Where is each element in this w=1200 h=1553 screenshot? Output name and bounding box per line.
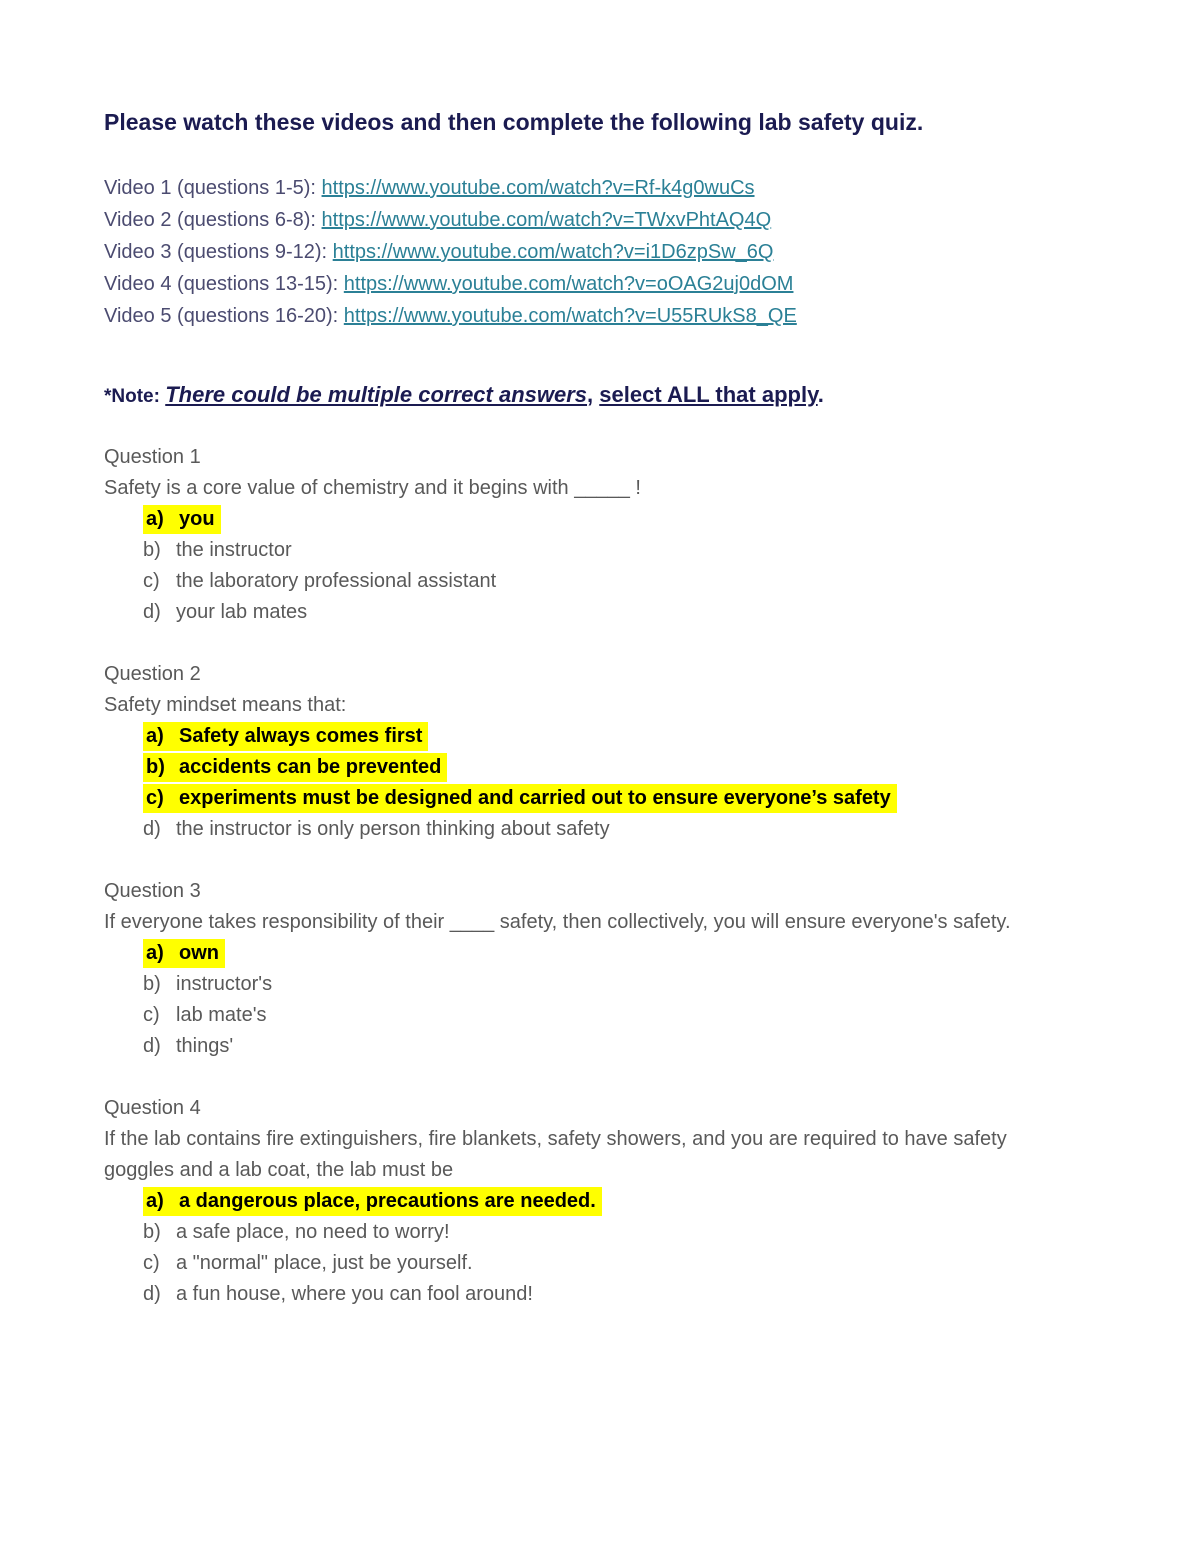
option-text: you xyxy=(179,508,215,530)
option-letter: b) xyxy=(143,973,161,995)
note-emphasis-bold: select ALL that apply xyxy=(599,382,818,407)
option-letter: c) xyxy=(146,787,164,809)
option-text: instructor's xyxy=(176,973,273,995)
video-label: Video 1 (questions 1-5): xyxy=(104,177,322,199)
option-c xyxy=(143,1248,1104,1279)
option-text: Safety always comes first xyxy=(179,725,423,747)
question-1 xyxy=(104,442,1104,628)
option-letter: d) xyxy=(143,1283,161,1305)
page-title: Please watch these videos and then complete the following lab safety quiz. xyxy=(104,109,924,135)
option-text: a safe place, no need to worry! xyxy=(176,1221,450,1243)
option-letter: d) xyxy=(143,1035,161,1057)
video-link-row xyxy=(104,204,1104,236)
option-text: a dangerous place, precautions are needed. xyxy=(179,1190,596,1212)
options-list xyxy=(143,504,1104,628)
video-link-row xyxy=(104,236,1104,268)
options-list xyxy=(143,1186,1104,1310)
option-b xyxy=(143,1217,1104,1248)
option-d xyxy=(143,1279,1104,1310)
option-highlight-wrap xyxy=(143,570,496,592)
question-text: Safety mindset means that: xyxy=(104,694,347,716)
option-highlight-wrap xyxy=(143,1283,533,1305)
options-list xyxy=(143,938,1104,1062)
option-a xyxy=(143,721,1104,752)
question-2 xyxy=(104,659,1104,845)
option-a xyxy=(143,1186,1104,1217)
option-b xyxy=(143,535,1104,566)
option-a xyxy=(143,504,1104,535)
question-number: Question 4 xyxy=(104,1097,201,1119)
option-letter: b) xyxy=(146,756,165,778)
video-link-row xyxy=(104,300,1104,332)
option-letter: a) xyxy=(146,725,164,747)
video-link[interactable]: https://www.youtube.com/watch?v=Rf-k4g0wuCs xyxy=(321,177,755,199)
option-highlight-wrap xyxy=(143,1004,267,1026)
note-prefix: *Note: xyxy=(104,386,166,407)
option-highlight-wrap xyxy=(143,784,897,813)
video-link-row xyxy=(104,268,1104,300)
question-text: If the lab contains fire extinguishers, fire blankets, safety showers, and you are required to have safety goggles and a lab coat, the lab must be xyxy=(104,1128,1007,1181)
option-text: accidents can be prevented xyxy=(179,756,442,778)
option-text: a "normal" place, just be yourself. xyxy=(176,1252,473,1274)
option-text: a fun house, where you can fool around! xyxy=(176,1283,533,1305)
option-text: things' xyxy=(176,1035,234,1057)
options-list xyxy=(143,721,1104,845)
option-c xyxy=(143,1000,1104,1031)
option-highlight-wrap xyxy=(143,973,272,995)
option-letter: a) xyxy=(146,1190,164,1212)
option-letter: c) xyxy=(143,570,160,592)
video-link[interactable]: https://www.youtube.com/watch?v=oOAG2uj0dOM xyxy=(343,273,794,295)
option-highlight-wrap xyxy=(143,939,225,968)
option-d xyxy=(143,814,1104,845)
option-highlight-wrap xyxy=(143,753,447,782)
option-letter: a) xyxy=(146,942,164,964)
question-number: Question 2 xyxy=(104,663,201,685)
option-d xyxy=(143,1031,1104,1062)
video-link[interactable]: https://www.youtube.com/watch?v=U55RUkS8_QE xyxy=(343,305,797,327)
option-highlight-wrap xyxy=(143,539,292,561)
note-suffix: . xyxy=(817,382,824,407)
option-highlight-wrap xyxy=(143,1252,473,1274)
option-letter: b) xyxy=(143,1221,161,1243)
option-highlight-wrap xyxy=(143,601,307,623)
video-label: Video 3 (questions 9-12): xyxy=(104,241,333,263)
question-number: Question 1 xyxy=(104,446,201,468)
option-letter: a) xyxy=(146,508,164,530)
option-letter: d) xyxy=(143,601,161,623)
video-link-row xyxy=(104,172,1104,204)
option-highlight-wrap xyxy=(143,1035,233,1057)
option-highlight-wrap xyxy=(143,1187,602,1216)
video-label: Video 2 (questions 6-8): xyxy=(104,209,322,231)
option-c xyxy=(143,783,1104,814)
video-link[interactable]: https://www.youtube.com/watch?v=TWxvPhtAQ4Q xyxy=(321,209,772,231)
video-label: Video 4 (questions 13-15): xyxy=(104,273,344,295)
note-banner xyxy=(104,380,1104,412)
option-c xyxy=(143,566,1104,597)
option-highlight-wrap xyxy=(143,505,221,534)
note-separator: , xyxy=(587,382,600,407)
question-text: If everyone takes responsibility of their ____ safety, then collectively, you will ensure everyone's safety. xyxy=(104,911,1011,933)
option-text: experiments must be designed and carried out to ensure everyone’s safety xyxy=(179,787,891,809)
option-highlight-wrap xyxy=(143,722,428,751)
quiz-questions xyxy=(104,442,1104,1310)
option-letter: b) xyxy=(143,539,161,561)
video-label: Video 5 (questions 16-20): xyxy=(104,305,344,327)
question-3 xyxy=(104,876,1104,1062)
option-text: lab mate's xyxy=(176,1004,267,1026)
option-highlight-wrap xyxy=(143,1221,450,1243)
video-link[interactable]: https://www.youtube.com/watch?v=i1D6zpSw_6Q xyxy=(332,241,774,263)
option-text: the instructor xyxy=(176,539,292,561)
option-letter: c) xyxy=(143,1004,160,1026)
note-emphasis-italic: There could be multiple correct answers xyxy=(165,382,588,407)
option-b xyxy=(143,752,1104,783)
option-d xyxy=(143,597,1104,628)
question-4 xyxy=(104,1093,1104,1310)
option-text: own xyxy=(179,942,219,964)
option-a xyxy=(143,938,1104,969)
question-number: Question 3 xyxy=(104,880,201,902)
option-highlight-wrap xyxy=(143,818,610,840)
option-b xyxy=(143,969,1104,1000)
question-text: Safety is a core value of chemistry and it begins with _____ ! xyxy=(104,477,641,499)
option-letter: d) xyxy=(143,818,161,840)
option-letter: c) xyxy=(143,1252,160,1274)
video-links-list xyxy=(104,172,1104,332)
option-text: your lab mates xyxy=(176,601,308,623)
option-text: the instructor is only person thinking about safety xyxy=(176,818,610,840)
option-text: the laboratory professional assistant xyxy=(176,570,497,592)
